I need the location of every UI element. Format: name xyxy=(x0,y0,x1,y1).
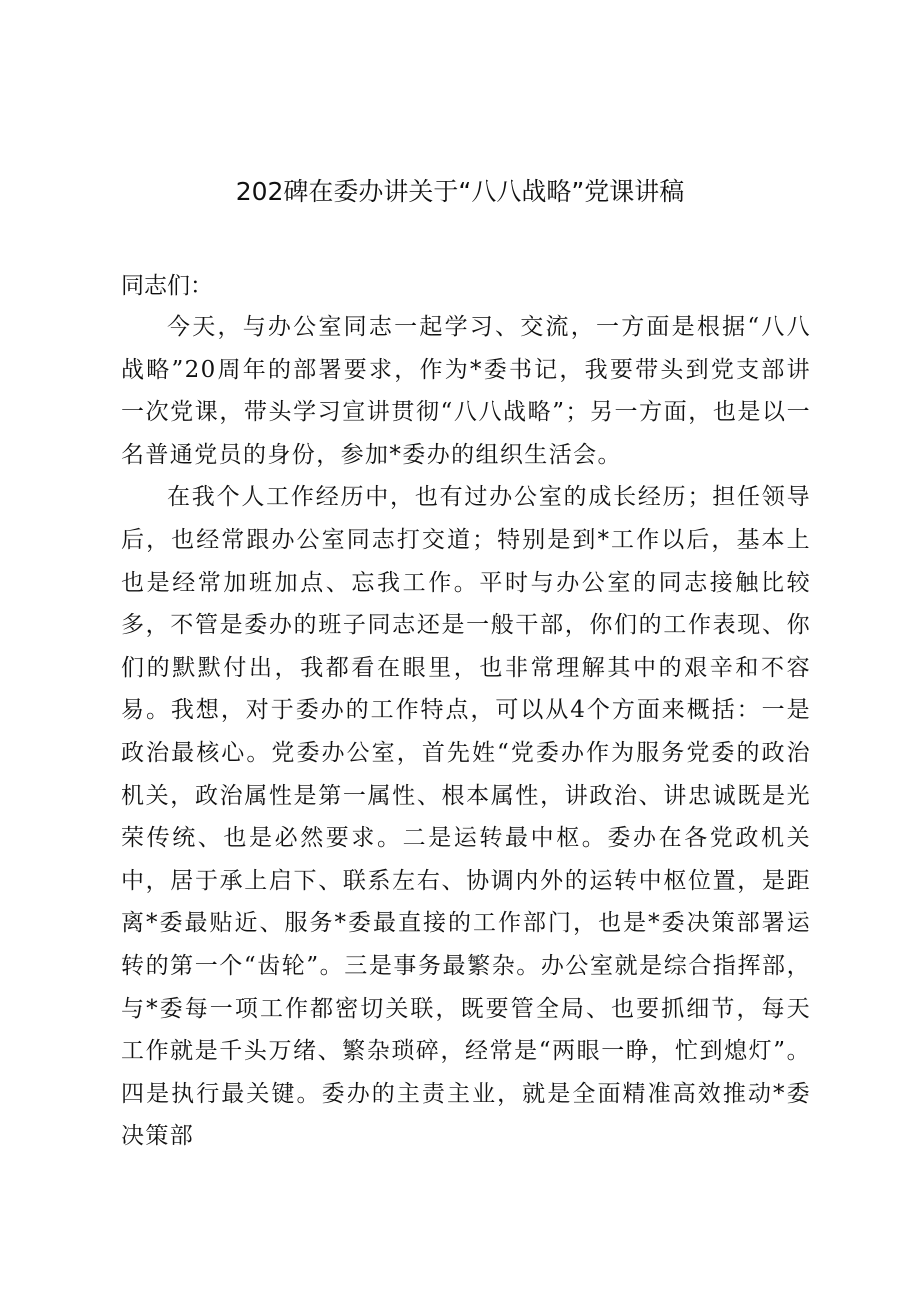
paragraph-2: 在我个人工作经历中，也有过办公室的成长经历；担任领导后，也经常跟办公室同志打交道；特别是到*工作以后，基本上也是经常加班加点、忘我工作。平时与办公室的同志接触比较多，不管是委办的班子同志还是一般干部，你们的工作表现、你们的默默付出，我都看在眼里，也非常理解其中的艰辛和不容易。我想，对于委办的工作特点，可以从4个方面来概括：一是政治最核心。党委办公室，首先姓“党委办作为服务党委的政治机关，政治属性是第一属性、根本属性，讲政治、讲忠诚既是光荣传统、也是必然要求。二是运转最中枢。委办在各党政机关中，居于承上启下、联系左右、协调内外的运转中枢位置，是距离*委最贴近、服务*委最直接的工作部门，也是*委决策部署运转的第一个“齿轮”。三是事务最繁杂。办公室就是综合指挥部，与*委每一项工作都密切关联，既要管全局、也要抓细节，每天工作就是千头万绪、繁杂琐碎，经常是“两眼一睁，忙到熄灯”。四是执行最关键。委办的主责主业，就是全面精准高效推动*委决策部 xyxy=(121,484,811,1150)
salutation: 同志们： xyxy=(121,273,213,299)
document-body xyxy=(121,306,811,1158)
paragraph-1: 今天，与办公室同志一起学习、交流，一方面是根据“八八战略”20周年的部署要求，作为*委书记，我要带头到党支部讲一次党课，带头学习宣讲贯彻“八八战略”；另一方面，也是以一名普通党员的身份，参加*委办的组织生活会。 xyxy=(121,314,811,468)
document-title: 202碑在委办讲关于“八八战略”党课讲稿 xyxy=(235,177,685,206)
